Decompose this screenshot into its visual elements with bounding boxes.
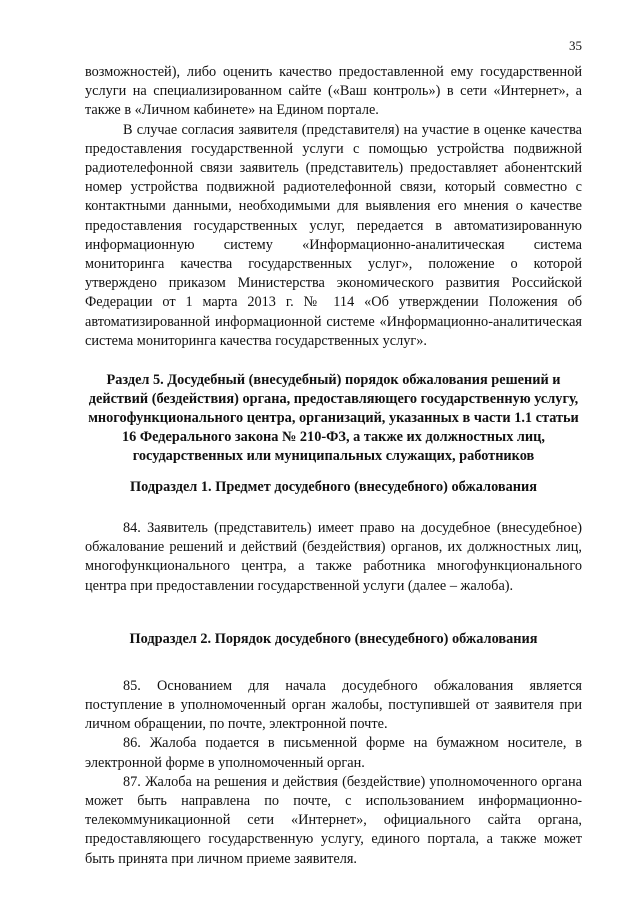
spacer — [85, 649, 582, 677]
spacer — [85, 466, 582, 478]
subsection-1-title: Подраздел 1. Предмет досудебного (внесудебного) обжалования — [130, 479, 537, 496]
spacer — [85, 497, 582, 519]
spacer — [85, 351, 582, 371]
paragraph-84: 84. Заявитель (представитель) имеет право на досудебное (внесудебное) обжалование решений и действий (бездействия) органов, их должностных лиц, многофункционального центра, а также работника многофункционального центра при предоставлении государственной услуги (далее – жалоба). — [85, 520, 582, 594]
paragraph-86: 86. Жалоба подается в письменной форме на бумажном носителе, в электронной форме в уполномоченный орган. — [85, 735, 582, 771]
section-5-title: Раздел 5. Досудебный (внесудебный) порядок обжалования решений и действий (бездействия) органа, предоставляющего государственную услугу, многофункционального центра, организаций, указанных в части 1.1 статьи 16 Федерального закона № 210-ФЗ, а также их должностных лиц, государственных или муниципальных служащих, работников — [88, 372, 579, 465]
paragraph-85: 85. Основанием для начала досудебного обжалования является поступление в уполномоченный орган жалобы, поступившей от заявителя при личном обращении, по почте, электронной почте. — [85, 677, 582, 733]
document-body — [85, 63, 582, 869]
paragraph-consent: В случае согласия заявителя (представителя) на участие в оценке качества предоставления государственной услуги с помощью устройства подвижной радиотелефонной связи заявитель (представитель) предоставляет абонентский номер устройства подвижной радиотелефонной связи, который совместно с контактными данными, необходимыми для выявления его мнения о качестве предоставления государственных услуг, передается в автоматизированную информационную систему «Информационно-аналитическая система мониторинга качества государственных услуг», положение о которой утверждено приказом Министерства экономического развития Российской Федерации от 1 марта 2013 г. № 114 «Об утверждении Положения об автоматизированной информационной системе «Информационно-аналитическая система мониторинга качества государственных услуг». — [85, 121, 582, 349]
page-number: 35 — [569, 38, 582, 53]
spacer — [85, 596, 582, 630]
subsection-2-title: Подраздел 2. Порядок досудебного (внесудебного) обжалования — [129, 630, 538, 647]
paragraph-87: 87. Жалоба на решения и действия (бездействие) уполномоченного органа может быть направлена по почте, с использованием информационно-телекоммуникационной сети «Интернет», официального сайта органа, предоставляющего государственную услугу, единого портала, а также может быть принята при личном приеме заявителя. — [85, 773, 582, 867]
paragraph-continuation: возможностей), либо оценить качество предоставленной ему государственной услуги на специализированном сайте («Ваш контроль») в сети «Интернет», а также в «Личном кабинете» на Едином портале. — [85, 64, 582, 119]
